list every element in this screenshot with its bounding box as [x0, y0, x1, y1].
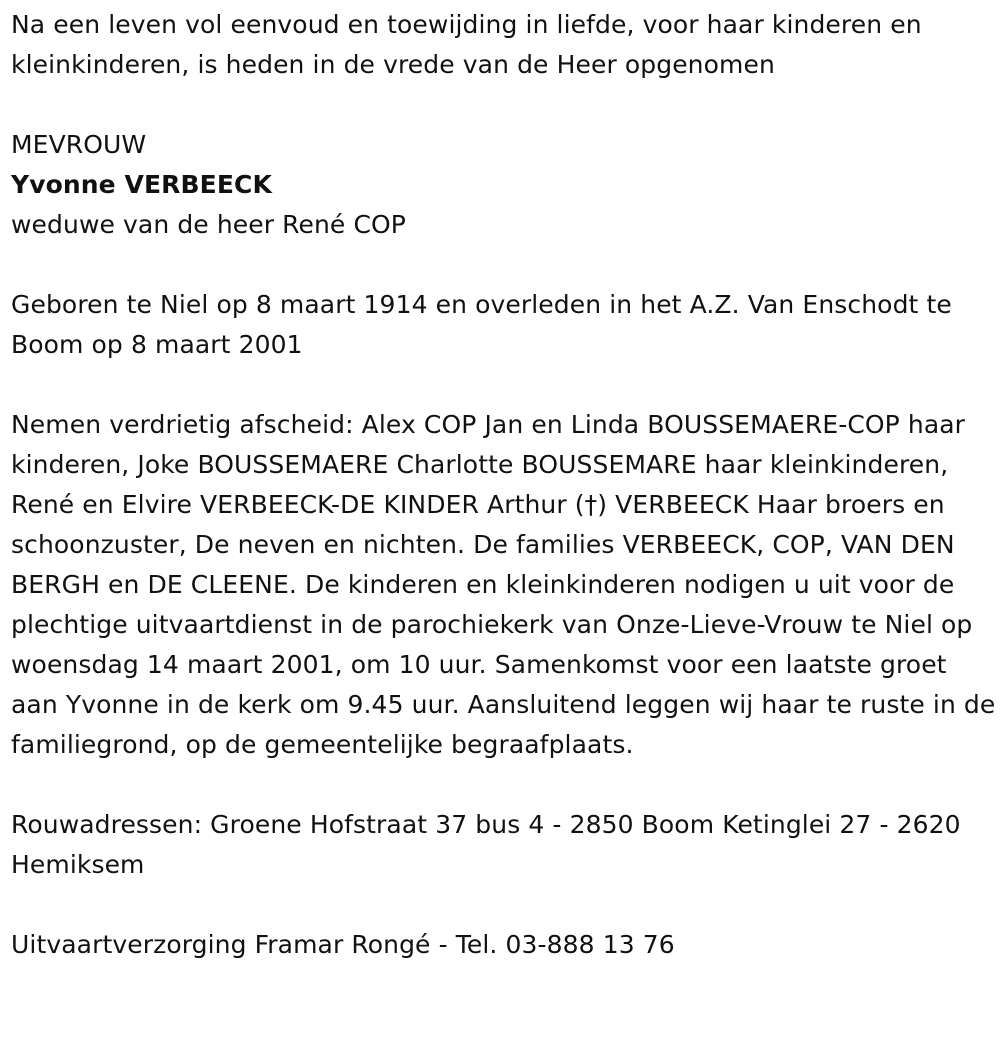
obituary-document — [11, 0, 996, 965]
intro-paragraph: Na een leven vol eenvoud en toewijding in liefde, voor haar kinderen en kleinkinderen, is heden in de vrede van de Heer opgenomen — [11, 10, 922, 79]
spacer — [11, 765, 996, 805]
salutation: MEVROUW — [11, 130, 147, 159]
spacer — [11, 245, 996, 285]
birth-death-paragraph: Geboren te Niel op 8 maart 1914 en overleden in het A.Z. Van Enschodt te Boom op 8 maart 2001 — [11, 290, 952, 359]
spacer — [11, 885, 996, 925]
deceased-name: Yvonne VERBEECK — [11, 170, 272, 199]
funeral-home-line: Uitvaartverzorging Framar Rongé - Tel. 03-888 13 76 — [11, 930, 675, 959]
spacer — [11, 85, 996, 125]
widow-of-line: weduwe van de heer René COP — [11, 210, 406, 239]
addresses-paragraph: Rouwadressen: Groene Hofstraat 37 bus 4 - 2850 Boom Ketinglei 27 - 2620 Hemiksem — [11, 810, 961, 879]
spacer — [11, 365, 996, 405]
mourners-paragraph: Nemen verdrietig afscheid: Alex COP Jan en Linda BOUSSEMAERE-COP haar kinderen, Joke BOUSSEMAERE Charlotte BOUSSEMARE haar kleinkinderen, René en Elvire VERBEECK-DE KINDER Arthur (†) VERBEECK Haar broers en schoonzuster, De neven en nichten. De families VERBEECK, COP, VAN DEN BERGH en DE CLEENE. De kinderen en kleinkinderen nodigen u uit voor de plechtige uitvaartdienst in de parochiekerk van Onze-Lieve-Vrouw te Niel op woensdag 14 maart 2001, om 10 uur. Samenkomst voor een laatste groet aan Yvonne in de kerk om 9.45 uur. Aansluitend leggen wij haar te ruste in de familiegrond, op de gemeentelijke begraafplaats. — [11, 410, 996, 759]
